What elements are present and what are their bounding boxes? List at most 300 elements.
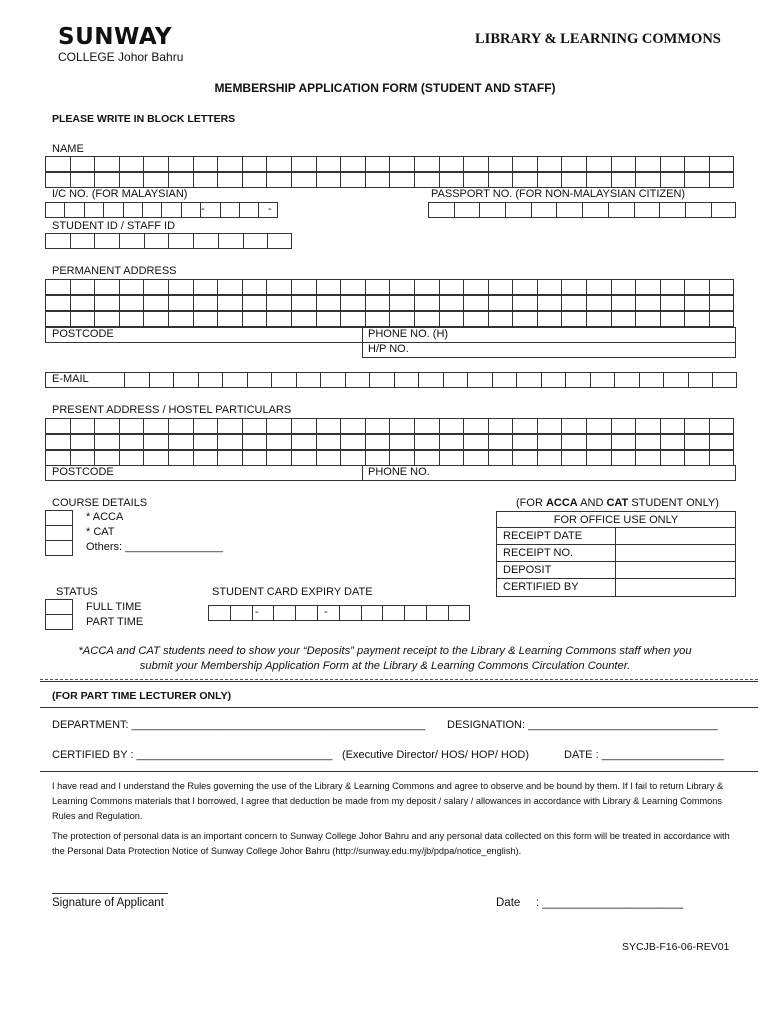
char-box[interactable] <box>516 372 541 388</box>
char-box[interactable] <box>561 434 586 450</box>
char-box[interactable] <box>428 202 454 218</box>
char-box[interactable] <box>660 172 685 188</box>
expiry-boxes[interactable] <box>208 605 470 621</box>
char-box[interactable] <box>291 434 316 450</box>
char-box[interactable] <box>365 450 390 466</box>
char-box[interactable] <box>70 418 95 434</box>
char-box[interactable] <box>586 434 611 450</box>
char-box[interactable] <box>635 311 660 327</box>
char-box[interactable] <box>414 311 439 327</box>
char-box[interactable] <box>94 418 119 434</box>
char-box[interactable] <box>340 418 365 434</box>
char-box[interactable] <box>439 311 464 327</box>
char-box[interactable] <box>635 418 660 434</box>
char-box[interactable] <box>488 418 513 434</box>
char-box[interactable] <box>193 311 218 327</box>
char-box[interactable] <box>488 450 513 466</box>
char-box[interactable] <box>266 418 291 434</box>
char-box[interactable] <box>709 172 734 188</box>
char-box[interactable] <box>684 450 709 466</box>
char-box[interactable] <box>684 279 709 295</box>
char-box[interactable] <box>266 450 291 466</box>
char-box[interactable] <box>561 311 586 327</box>
char-box[interactable] <box>365 418 390 434</box>
char-box[interactable] <box>45 202 64 218</box>
part-time-checkbox[interactable] <box>45 614 73 630</box>
ic-boxes[interactable] <box>45 202 278 218</box>
char-box[interactable] <box>168 311 193 327</box>
char-box[interactable] <box>512 418 537 434</box>
char-box[interactable] <box>561 450 586 466</box>
char-box[interactable] <box>404 605 426 621</box>
char-box[interactable] <box>217 418 242 434</box>
char-box[interactable] <box>168 172 193 188</box>
perm-address-row1[interactable] <box>45 279 734 295</box>
char-box[interactable] <box>709 295 734 311</box>
perm-address-row2[interactable] <box>45 295 734 311</box>
char-box[interactable] <box>217 172 242 188</box>
char-box[interactable] <box>70 279 95 295</box>
char-box[interactable] <box>611 295 636 311</box>
char-box[interactable] <box>143 295 168 311</box>
char-box[interactable] <box>193 233 218 249</box>
char-box[interactable] <box>635 156 660 172</box>
char-box[interactable] <box>242 295 267 311</box>
char-box[interactable] <box>320 372 345 388</box>
char-box[interactable] <box>94 172 119 188</box>
char-box[interactable] <box>94 450 119 466</box>
char-box[interactable] <box>531 202 557 218</box>
char-box[interactable] <box>242 156 267 172</box>
char-box[interactable] <box>711 202 737 218</box>
char-box[interactable] <box>70 172 95 188</box>
char-box[interactable] <box>45 156 70 172</box>
char-box[interactable] <box>217 311 242 327</box>
char-box[interactable] <box>414 450 439 466</box>
char-box[interactable] <box>389 295 414 311</box>
char-box[interactable] <box>193 156 218 172</box>
char-box[interactable] <box>168 233 193 249</box>
char-box[interactable] <box>635 172 660 188</box>
char-box[interactable] <box>168 295 193 311</box>
passport-boxes[interactable] <box>428 202 736 218</box>
char-box[interactable] <box>217 450 242 466</box>
char-box[interactable] <box>168 418 193 434</box>
char-box[interactable] <box>684 418 709 434</box>
char-box[interactable] <box>198 372 223 388</box>
present-address-row1[interactable] <box>45 418 734 434</box>
char-box[interactable] <box>414 156 439 172</box>
char-box[interactable] <box>365 172 390 188</box>
char-box[interactable] <box>537 172 562 188</box>
char-box[interactable] <box>537 450 562 466</box>
others-label[interactable]: Others: ________________ <box>86 541 224 553</box>
char-box[interactable] <box>242 418 267 434</box>
lecturer-date-field[interactable]: DATE : ____________________ <box>564 749 725 761</box>
char-box[interactable] <box>161 202 180 218</box>
char-box[interactable] <box>463 279 488 295</box>
char-box[interactable] <box>512 295 537 311</box>
char-box[interactable] <box>565 372 590 388</box>
char-box[interactable] <box>143 434 168 450</box>
char-box[interactable] <box>586 418 611 434</box>
char-box[interactable] <box>467 372 492 388</box>
email-boxes[interactable] <box>124 372 737 388</box>
char-box[interactable] <box>143 311 168 327</box>
char-box[interactable] <box>340 279 365 295</box>
char-box[interactable] <box>291 172 316 188</box>
char-box[interactable] <box>119 450 144 466</box>
char-box[interactable] <box>144 233 169 249</box>
char-box[interactable] <box>659 202 685 218</box>
char-box[interactable] <box>45 233 70 249</box>
char-box[interactable] <box>590 372 615 388</box>
char-box[interactable] <box>291 295 316 311</box>
char-box[interactable] <box>611 279 636 295</box>
char-box[interactable] <box>684 295 709 311</box>
char-box[interactable] <box>561 172 586 188</box>
char-box[interactable] <box>463 418 488 434</box>
char-box[interactable] <box>119 172 144 188</box>
char-box[interactable] <box>389 434 414 450</box>
char-box[interactable] <box>316 172 341 188</box>
char-box[interactable] <box>365 295 390 311</box>
char-box[interactable] <box>119 279 144 295</box>
department-field[interactable]: DEPARTMENT: ________________________________________________ <box>52 719 426 731</box>
char-box[interactable] <box>70 156 95 172</box>
char-box[interactable] <box>639 372 664 388</box>
char-box[interactable] <box>242 450 267 466</box>
char-box[interactable] <box>556 202 582 218</box>
char-box[interactable] <box>586 156 611 172</box>
char-box[interactable] <box>45 172 70 188</box>
char-box[interactable] <box>168 156 193 172</box>
char-box[interactable] <box>463 172 488 188</box>
char-box[interactable] <box>684 172 709 188</box>
char-box[interactable] <box>119 434 144 450</box>
char-box[interactable] <box>561 418 586 434</box>
char-box[interactable] <box>439 434 464 450</box>
char-box[interactable] <box>488 311 513 327</box>
char-box[interactable] <box>369 372 394 388</box>
char-box[interactable] <box>64 202 83 218</box>
char-box[interactable] <box>124 372 149 388</box>
char-box[interactable] <box>709 279 734 295</box>
char-box[interactable] <box>193 172 218 188</box>
student-id-boxes[interactable] <box>45 233 292 249</box>
char-box[interactable] <box>611 450 636 466</box>
char-box[interactable] <box>94 233 119 249</box>
char-box[interactable] <box>439 418 464 434</box>
present-address-row3[interactable] <box>45 450 734 466</box>
char-box[interactable] <box>537 311 562 327</box>
char-box[interactable] <box>84 202 103 218</box>
char-box[interactable] <box>439 295 464 311</box>
date-field[interactable]: : ______________________ <box>536 897 684 909</box>
char-box[interactable] <box>242 311 267 327</box>
char-box[interactable] <box>414 418 439 434</box>
char-box[interactable] <box>316 311 341 327</box>
char-box[interactable] <box>222 372 247 388</box>
char-box[interactable] <box>561 156 586 172</box>
char-box[interactable] <box>635 295 660 311</box>
char-box[interactable] <box>217 156 242 172</box>
char-box[interactable] <box>488 172 513 188</box>
char-box[interactable] <box>119 295 144 311</box>
char-box[interactable] <box>561 279 586 295</box>
char-box[interactable] <box>291 279 316 295</box>
char-box[interactable] <box>193 450 218 466</box>
char-box[interactable] <box>243 233 268 249</box>
char-box[interactable] <box>45 434 70 450</box>
char-box[interactable] <box>242 434 267 450</box>
char-box[interactable] <box>439 279 464 295</box>
char-box[interactable] <box>479 202 505 218</box>
char-box[interactable] <box>94 311 119 327</box>
char-box[interactable] <box>361 605 383 621</box>
char-box[interactable] <box>291 418 316 434</box>
char-box[interactable] <box>70 450 95 466</box>
char-box[interactable] <box>143 172 168 188</box>
char-box[interactable] <box>266 311 291 327</box>
char-box[interactable] <box>684 434 709 450</box>
char-box[interactable] <box>365 279 390 295</box>
char-box[interactable] <box>266 156 291 172</box>
acca-checkbox[interactable] <box>45 510 73 526</box>
char-box[interactable] <box>709 434 734 450</box>
name-boxes-row2[interactable] <box>45 172 734 188</box>
char-box[interactable] <box>94 434 119 450</box>
char-box[interactable] <box>614 372 639 388</box>
char-box[interactable] <box>149 372 174 388</box>
char-box[interactable] <box>365 156 390 172</box>
char-box[interactable] <box>537 279 562 295</box>
char-box[interactable] <box>394 372 419 388</box>
char-box[interactable] <box>635 279 660 295</box>
char-box[interactable] <box>537 434 562 450</box>
char-box[interactable] <box>541 372 566 388</box>
char-box[interactable] <box>345 372 370 388</box>
char-box[interactable] <box>512 156 537 172</box>
char-box[interactable] <box>217 279 242 295</box>
char-box[interactable] <box>439 172 464 188</box>
char-box[interactable] <box>634 202 660 218</box>
char-box[interactable] <box>316 279 341 295</box>
char-box[interactable] <box>488 434 513 450</box>
char-box[interactable] <box>316 418 341 434</box>
char-box[interactable] <box>143 418 168 434</box>
char-box[interactable] <box>709 156 734 172</box>
full-time-checkbox[interactable] <box>45 599 73 615</box>
char-box[interactable] <box>70 295 95 311</box>
char-box[interactable] <box>463 156 488 172</box>
char-box[interactable] <box>611 156 636 172</box>
char-box[interactable] <box>660 295 685 311</box>
char-box[interactable] <box>365 311 390 327</box>
present-address-row2[interactable] <box>45 434 734 450</box>
char-box[interactable] <box>143 450 168 466</box>
char-box[interactable] <box>70 311 95 327</box>
char-box[interactable] <box>168 434 193 450</box>
char-box[interactable] <box>94 295 119 311</box>
char-box[interactable] <box>492 372 517 388</box>
char-box[interactable] <box>608 202 634 218</box>
char-box[interactable] <box>537 418 562 434</box>
char-box[interactable] <box>45 311 70 327</box>
char-box[interactable] <box>143 279 168 295</box>
char-box[interactable] <box>45 450 70 466</box>
char-box[interactable] <box>561 295 586 311</box>
certified-field[interactable]: CERTIFIED BY : ________________________________ <box>52 749 333 761</box>
char-box[interactable] <box>142 202 161 218</box>
char-box[interactable] <box>389 156 414 172</box>
char-box[interactable] <box>660 418 685 434</box>
char-box[interactable] <box>247 372 272 388</box>
char-box[interactable] <box>119 311 144 327</box>
char-box[interactable] <box>439 450 464 466</box>
char-box[interactable] <box>316 295 341 311</box>
char-box[interactable] <box>193 295 218 311</box>
char-box[interactable] <box>635 450 660 466</box>
char-box[interactable] <box>70 434 95 450</box>
char-box[interactable] <box>267 233 292 249</box>
char-box[interactable] <box>340 434 365 450</box>
char-box[interactable] <box>660 279 685 295</box>
char-box[interactable] <box>414 172 439 188</box>
char-box[interactable] <box>340 295 365 311</box>
designation-field[interactable]: DESIGNATION: _______________________________ <box>447 719 718 731</box>
char-box[interactable] <box>217 434 242 450</box>
char-box[interactable] <box>230 605 252 621</box>
signature-line[interactable] <box>52 893 168 894</box>
char-box[interactable] <box>389 279 414 295</box>
char-box[interactable] <box>340 172 365 188</box>
char-box[interactable] <box>537 295 562 311</box>
char-box[interactable] <box>505 202 531 218</box>
others-checkbox[interactable] <box>45 540 73 556</box>
char-box[interactable] <box>389 418 414 434</box>
char-box[interactable] <box>414 434 439 450</box>
char-box[interactable] <box>586 450 611 466</box>
char-box[interactable] <box>537 156 562 172</box>
char-box[interactable] <box>443 372 468 388</box>
char-box[interactable] <box>463 295 488 311</box>
char-box[interactable] <box>340 311 365 327</box>
char-box[interactable] <box>382 605 404 621</box>
char-box[interactable] <box>660 156 685 172</box>
char-box[interactable] <box>660 434 685 450</box>
char-box[interactable] <box>340 156 365 172</box>
char-box[interactable] <box>389 311 414 327</box>
char-box[interactable] <box>316 434 341 450</box>
char-box[interactable] <box>488 295 513 311</box>
char-box[interactable] <box>123 202 142 218</box>
char-box[interactable] <box>217 295 242 311</box>
char-box[interactable] <box>512 450 537 466</box>
char-box[interactable] <box>208 605 230 621</box>
char-box[interactable] <box>414 295 439 311</box>
char-box[interactable] <box>488 279 513 295</box>
char-box[interactable] <box>389 172 414 188</box>
char-box[interactable] <box>709 418 734 434</box>
char-box[interactable] <box>586 295 611 311</box>
char-box[interactable] <box>266 434 291 450</box>
char-box[interactable] <box>414 279 439 295</box>
char-box[interactable] <box>295 605 317 621</box>
char-box[interactable] <box>684 311 709 327</box>
char-box[interactable] <box>463 434 488 450</box>
char-box[interactable] <box>463 311 488 327</box>
char-box[interactable] <box>488 156 513 172</box>
char-box[interactable] <box>582 202 608 218</box>
char-box[interactable] <box>70 233 95 249</box>
char-box[interactable] <box>512 172 537 188</box>
char-box[interactable] <box>316 156 341 172</box>
char-box[interactable] <box>181 202 200 218</box>
char-box[interactable] <box>660 311 685 327</box>
char-box[interactable] <box>512 434 537 450</box>
char-box[interactable] <box>45 279 70 295</box>
char-box[interactable] <box>611 311 636 327</box>
char-box[interactable] <box>291 450 316 466</box>
char-box[interactable] <box>586 172 611 188</box>
char-box[interactable] <box>242 172 267 188</box>
char-box[interactable] <box>242 279 267 295</box>
char-box[interactable] <box>439 156 464 172</box>
char-box[interactable] <box>273 605 295 621</box>
char-box[interactable] <box>291 156 316 172</box>
char-box[interactable] <box>463 450 488 466</box>
char-box[interactable] <box>660 450 685 466</box>
char-box[interactable] <box>218 233 243 249</box>
char-box[interactable] <box>266 295 291 311</box>
char-box[interactable] <box>45 418 70 434</box>
char-box[interactable] <box>119 156 144 172</box>
char-box[interactable] <box>454 202 480 218</box>
char-box[interactable] <box>316 450 341 466</box>
char-box[interactable] <box>94 156 119 172</box>
char-box[interactable] <box>291 311 316 327</box>
name-boxes-row1[interactable] <box>45 156 734 172</box>
char-box[interactable] <box>684 156 709 172</box>
char-box[interactable] <box>193 279 218 295</box>
char-box[interactable] <box>426 605 448 621</box>
char-box[interactable] <box>709 450 734 466</box>
char-box[interactable] <box>389 450 414 466</box>
char-box[interactable] <box>143 156 168 172</box>
hp-box[interactable] <box>362 342 736 358</box>
char-box[interactable] <box>340 450 365 466</box>
char-box[interactable] <box>45 295 70 311</box>
char-box[interactable] <box>586 311 611 327</box>
char-box[interactable] <box>512 279 537 295</box>
char-box[interactable] <box>365 434 390 450</box>
cat-checkbox[interactable] <box>45 525 73 541</box>
char-box[interactable] <box>586 279 611 295</box>
char-box[interactable] <box>220 202 239 218</box>
char-box[interactable] <box>266 172 291 188</box>
char-box[interactable] <box>685 202 711 218</box>
char-box[interactable] <box>94 279 119 295</box>
char-box[interactable] <box>709 311 734 327</box>
char-box[interactable] <box>119 418 144 434</box>
char-box[interactable] <box>611 434 636 450</box>
char-box[interactable] <box>712 372 737 388</box>
char-box[interactable] <box>168 450 193 466</box>
perm-address-row3[interactable] <box>45 311 734 327</box>
char-box[interactable] <box>339 605 361 621</box>
char-box[interactable] <box>119 233 144 249</box>
